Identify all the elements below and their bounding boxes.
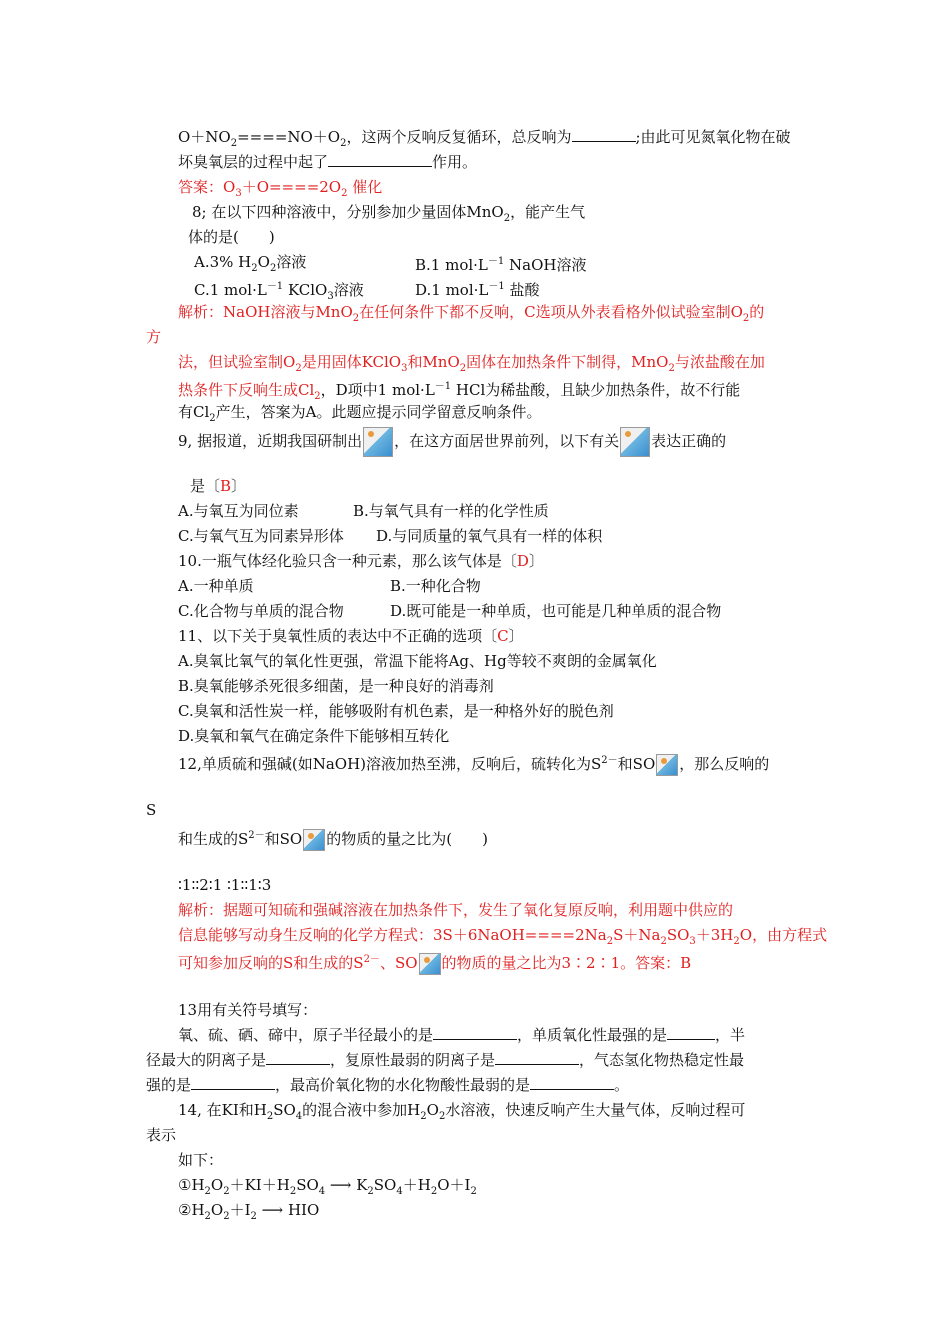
subscript: 2 xyxy=(660,936,667,947)
question-line xyxy=(146,1075,629,1095)
analysis-line xyxy=(178,402,542,429)
text: 的物质的量之比为( ) xyxy=(326,830,488,848)
answer-letter: C xyxy=(497,627,509,645)
text: C.与氧气互为同素异形体 xyxy=(178,527,344,545)
text: SO xyxy=(273,1101,296,1119)
text: 和生成的S xyxy=(178,830,249,848)
question-line xyxy=(178,1025,745,1045)
option-line xyxy=(390,601,721,621)
text: 是用固体KClO xyxy=(301,353,402,371)
text: ，最高价氧化物的水化物酸性最弱的是 xyxy=(275,1076,531,1094)
subscript: 2 xyxy=(352,313,360,324)
text: D.1 mol·L xyxy=(415,281,489,299)
text: O，由方程式 xyxy=(739,926,828,944)
text: SO xyxy=(666,926,690,944)
fill-blank xyxy=(667,1025,715,1040)
subscript: 4 xyxy=(396,1186,403,1197)
option-line xyxy=(194,252,306,279)
text: NaOH溶液 xyxy=(504,256,587,274)
subscript: 2 xyxy=(266,1111,274,1122)
text: 和SO xyxy=(617,755,656,773)
text: ＋H xyxy=(402,1176,431,1194)
text: 〕 xyxy=(508,627,524,645)
text: ∶1∶∶2∶1 ∶1∶∶1∶3 xyxy=(178,876,272,894)
text: ②H xyxy=(178,1201,205,1219)
subscript: 2 xyxy=(209,413,216,424)
text: 〕 xyxy=(528,552,544,570)
subscript: 2 xyxy=(314,391,321,402)
subscript: 3 xyxy=(235,188,242,199)
subscript: 2 xyxy=(223,1186,230,1197)
text: 9, 据报道，近期我国研制出 xyxy=(178,432,363,450)
text: 方 xyxy=(146,328,162,346)
text: 体的是( ) xyxy=(188,228,275,246)
question-line xyxy=(178,551,544,571)
fill-blank xyxy=(328,152,432,167)
text: S xyxy=(146,801,157,819)
text: 强的是 xyxy=(146,1076,192,1094)
option-line xyxy=(178,501,299,521)
fill-blank xyxy=(530,1075,614,1090)
text: 和SO xyxy=(264,830,303,848)
text: 答案：O xyxy=(178,178,236,196)
analysis-line xyxy=(178,900,733,920)
text-line xyxy=(178,127,791,154)
broken-image-icon xyxy=(656,754,678,776)
superscript: 2－ xyxy=(248,830,265,841)
text: HIO xyxy=(287,1201,320,1219)
text: 产生，答案为A。此题应提示同学留意反响条件。 xyxy=(215,403,542,421)
subscript: 2 xyxy=(503,213,511,224)
text: B.一种化合物 xyxy=(390,577,481,595)
broken-image-icon xyxy=(620,427,650,457)
text: D.与同质量的氧气具有一样的体积 xyxy=(376,527,603,545)
text: ，气态氢化物热稳定性最 xyxy=(579,1051,745,1069)
question-line xyxy=(146,1125,176,1145)
text: 信息能够写动身生反响的化学方程式：3S＋6NaOH====2Na xyxy=(178,926,607,944)
text-line xyxy=(178,152,477,172)
text: 固体在加热条件下制得，MnO xyxy=(466,353,669,371)
text: ，那么反响的 xyxy=(679,755,770,773)
text: ，半 xyxy=(715,1026,746,1044)
text: ＋I xyxy=(229,1201,251,1219)
text: B.臭氧能够杀死很多细菌，是一种良好的消毒剂 xyxy=(178,677,494,695)
subscript: 2 xyxy=(341,188,348,199)
subscript: 3 xyxy=(401,363,408,374)
text: ，单质氧化性最强的是 xyxy=(517,1026,668,1044)
subscript: 2 xyxy=(289,1186,297,1197)
option-line xyxy=(178,726,449,746)
superscript: －1 xyxy=(488,281,505,292)
subscript: 2 xyxy=(295,363,302,374)
option-line xyxy=(178,576,254,596)
text: C.1 mol·L xyxy=(194,281,267,299)
subscript: 3 xyxy=(327,291,334,302)
text: ，这两个反响反复循环，总反响为 xyxy=(346,128,572,146)
subscript: 2 xyxy=(251,263,258,274)
text: C.臭氧和活性炭一样，能够吸附有机色素，是一种格外好的脱色剂 xyxy=(178,702,614,720)
text: O xyxy=(210,1176,224,1194)
subscript: 2 xyxy=(367,1186,374,1197)
superscript: －1 xyxy=(434,381,452,392)
fill-blank xyxy=(495,1050,579,1065)
text: D.既可能是一种单质，也可能是几种单质的混合物 xyxy=(390,602,722,620)
analysis-line xyxy=(178,925,827,952)
text: 与浓盐酸在加 xyxy=(674,353,765,371)
subscript: 4 xyxy=(295,1111,303,1122)
text: 、SO xyxy=(379,954,418,972)
subscript: 2 xyxy=(430,1186,438,1197)
text: 解析：NaOH溶液与MnO xyxy=(178,303,353,321)
text: 14, 在KI和H xyxy=(178,1101,267,1119)
superscript: －1 xyxy=(266,281,284,292)
question-line xyxy=(178,751,769,776)
text: K xyxy=(356,1176,368,1194)
subscript: 3 xyxy=(689,936,696,947)
text: 法，但试验室制O xyxy=(178,353,296,371)
text: 13用有关符号填写： xyxy=(178,1001,318,1019)
text: 热条件下反响生成Cl xyxy=(178,381,315,399)
text: SO xyxy=(373,1176,397,1194)
text: D.臭氧和氧气在确定条件下能够相互转化 xyxy=(178,727,450,745)
text: A.与氧互为同位素 xyxy=(178,502,299,520)
text: O＋NO xyxy=(178,128,231,146)
text: O xyxy=(257,253,270,271)
text: 径最大的阴离子是 xyxy=(146,1051,267,1069)
text: 的 xyxy=(749,303,765,321)
text: 盐酸 xyxy=(504,281,540,299)
subscript: 2 xyxy=(340,138,347,149)
text: B.与氧气具有一样的化学性质 xyxy=(353,502,549,520)
text: ，在这方面居世界前列，以下有关 xyxy=(394,432,620,450)
text: A.臭氧比氧气的氧化性更强，常温下能将Ag、Hg等较不爽朗的金属氧化 xyxy=(178,652,657,670)
question-line xyxy=(178,626,524,646)
text: 表示 xyxy=(146,1126,177,1144)
subscript: 2 xyxy=(230,138,238,149)
text: A.3% H xyxy=(194,253,252,271)
reaction-arrow: ⟶ xyxy=(325,1176,357,1194)
subscript: 2 xyxy=(223,1211,230,1222)
subscript: 2 xyxy=(204,1211,211,1222)
text: ＋3H xyxy=(695,926,734,944)
subscript: 2 xyxy=(668,363,675,374)
subscript: 4 xyxy=(318,1186,326,1197)
text: 溶液 xyxy=(333,281,364,299)
question-line xyxy=(146,800,156,820)
option-line xyxy=(353,501,549,521)
subscript: 2 xyxy=(250,1211,257,1222)
analysis-line xyxy=(178,352,765,379)
answer-line xyxy=(178,177,382,204)
fill-blank xyxy=(433,1025,517,1040)
subscript: 2 xyxy=(470,1186,477,1197)
text: 的混合液中参加H xyxy=(302,1101,421,1119)
text: O＋I xyxy=(437,1176,471,1194)
broken-image-icon xyxy=(419,953,441,975)
option-line xyxy=(415,252,586,275)
text: 催化 xyxy=(347,178,383,196)
option-line xyxy=(178,651,657,671)
option-line xyxy=(178,676,494,696)
option-line xyxy=(376,526,602,546)
superscript: －1 xyxy=(487,256,505,267)
text: 溶液 xyxy=(276,253,307,271)
question-line xyxy=(190,476,246,496)
text: ，D项中1 mol·L xyxy=(320,381,435,399)
fill-blank xyxy=(191,1075,275,1090)
subscript: 2 xyxy=(420,1111,427,1122)
text: 8; 在以下四种溶液中，分别参加少量固体MnO xyxy=(192,203,504,221)
question-line xyxy=(178,1000,317,1020)
broken-image-icon xyxy=(303,829,325,851)
superscript: 2－ xyxy=(601,755,618,766)
question-line xyxy=(178,427,726,457)
question-line xyxy=(188,227,275,247)
text: 〕 xyxy=(231,477,247,495)
answer-letter: B xyxy=(220,477,232,495)
question-line xyxy=(146,1050,744,1070)
text: 表达正确的 xyxy=(651,432,727,450)
text: 坏臭氧层的过程中起了 xyxy=(178,153,329,171)
text: 解析：据题可知硫和强碱溶液在加热条件下，发生了氧化复原反响，利用题中供应的 xyxy=(178,901,734,919)
subscript: 2 xyxy=(438,1111,446,1122)
question-line xyxy=(178,1100,745,1127)
superscript: 2－ xyxy=(363,954,380,965)
option-line xyxy=(415,277,540,300)
text: SO xyxy=(296,1176,319,1194)
text: 是〔 xyxy=(190,477,221,495)
text: O xyxy=(426,1101,439,1119)
subscript: 2 xyxy=(459,363,467,374)
text: 有Cl xyxy=(178,403,210,421)
text: 在任何条件下都不反响，C选项从外表看格外似试验室制O xyxy=(359,303,743,321)
text: 。 xyxy=(614,1076,630,1094)
option-line xyxy=(178,875,271,895)
text: 10.一瓶气体经化验只含一种元素，那么该气体是〔 xyxy=(178,552,517,570)
question-line xyxy=(192,202,585,229)
option-line xyxy=(178,601,344,621)
option-line xyxy=(178,526,344,546)
text: KClO xyxy=(283,281,328,299)
option-line xyxy=(178,701,614,721)
text: B.1 mol·L xyxy=(415,256,488,274)
equation-line xyxy=(178,1200,319,1227)
equation-line xyxy=(178,1175,477,1202)
text: 作用。 xyxy=(432,153,478,171)
text: S＋Na xyxy=(613,926,661,944)
fill-blank xyxy=(572,127,636,142)
text: 的物质的量之比为3∶2∶1。答案：B xyxy=(441,954,692,972)
option-line xyxy=(390,576,481,596)
text: 和MnO xyxy=(407,353,460,371)
text: ①H xyxy=(178,1176,205,1194)
analysis-line xyxy=(178,950,691,975)
text: ＋O====2O xyxy=(241,178,342,196)
text: 可知参加反响的S和生成的S xyxy=(178,954,364,972)
question-line xyxy=(178,1150,223,1170)
text: ，能产生气 xyxy=(510,203,586,221)
text: ，复原性最弱的阴离子是 xyxy=(330,1051,496,1069)
text: 11、以下关于臭氧性质的表达中不正确的选项〔 xyxy=(178,627,498,645)
subscript: 2 xyxy=(204,1186,211,1197)
reaction-arrow: ⟶ xyxy=(256,1201,288,1219)
text: A.一种单质 xyxy=(178,577,254,595)
analysis-line xyxy=(178,302,764,329)
text: 水溶液，快速反响产生大量气体，反响过程可 xyxy=(445,1101,746,1119)
text: 氧、硫、硒、碲中，原子半径最小的是 xyxy=(178,1026,434,1044)
fill-blank xyxy=(266,1050,330,1065)
subscript: 2 xyxy=(269,263,277,274)
text: 如下： xyxy=(178,1151,224,1169)
subscript: 2 xyxy=(733,936,740,947)
answer-letter: D xyxy=(516,552,529,570)
text: ====NO＋O xyxy=(237,128,341,146)
subscript: 2 xyxy=(742,313,750,324)
analysis-line xyxy=(146,327,161,347)
text: HCl为稀盐酸，且缺少加热条件，故不行能 xyxy=(451,381,741,399)
text: ＋KI＋H xyxy=(229,1176,290,1194)
subscript: 2 xyxy=(606,936,614,947)
question-line xyxy=(178,826,488,851)
text: 12,单质硫和强碱(如NaOH)溶液加热至沸，反响后，硫转化为S xyxy=(178,755,602,773)
text: ;由此可见氮氧化物在破 xyxy=(635,128,791,146)
text: C.化合物与单质的混合物 xyxy=(178,602,344,620)
text: O xyxy=(210,1201,224,1219)
broken-image-icon xyxy=(363,427,393,457)
